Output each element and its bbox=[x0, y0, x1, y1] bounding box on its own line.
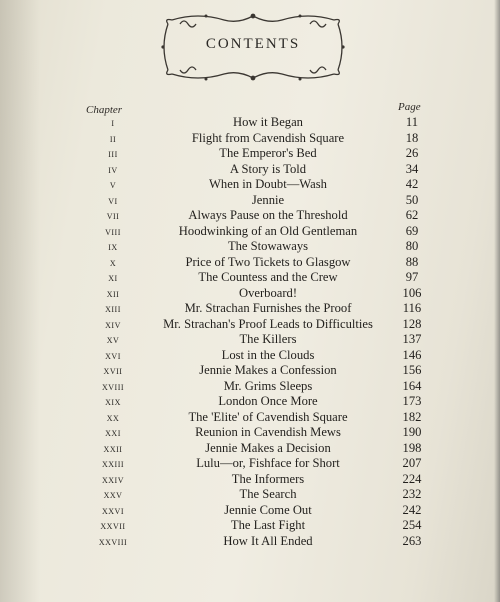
chapter-title: Reunion in Cavendish Mews bbox=[195, 425, 341, 439]
chapter-title: When in Doubt—Wash bbox=[209, 177, 327, 191]
chapter-title: How It All Ended bbox=[223, 533, 313, 548]
chapter-row bbox=[78, 472, 458, 488]
chapter-title: Price of Two Tickets to Glasgow bbox=[185, 254, 351, 269]
chapter-row bbox=[78, 177, 458, 193]
chapter-title: The Killers bbox=[239, 332, 297, 346]
chapter-number: VII bbox=[106, 212, 120, 221]
chapter-row bbox=[78, 410, 458, 426]
chapter-page-number: 224 bbox=[402, 471, 422, 486]
chapter-title: The Stowaways bbox=[227, 239, 309, 253]
page-column-header: Page bbox=[398, 101, 421, 113]
chapter-number: XV bbox=[106, 336, 120, 345]
chapter-title: Overboard! bbox=[238, 285, 298, 300]
chapter-page-number: 106 bbox=[402, 285, 422, 300]
chapter-page-number: 156 bbox=[402, 363, 422, 377]
chapter-row bbox=[78, 255, 458, 271]
chapter-row bbox=[78, 131, 458, 147]
chapter-number: XXIII bbox=[101, 460, 125, 469]
chapter-row bbox=[78, 518, 458, 534]
chapter-row bbox=[78, 146, 458, 162]
chapter-title: How it Began bbox=[233, 115, 303, 129]
chapter-page-number: 62 bbox=[405, 208, 419, 222]
chapter-column-header: Chapter bbox=[86, 104, 123, 116]
chapter-number: IV bbox=[108, 165, 118, 175]
chapter-page-number: 232 bbox=[402, 487, 422, 501]
chapter-page-number: 42 bbox=[405, 177, 419, 191]
chapter-page-number: 190 bbox=[402, 425, 422, 439]
chapter-number: XIX bbox=[105, 398, 121, 407]
chapter-row bbox=[78, 224, 458, 240]
chapter-page-number: 80 bbox=[405, 239, 419, 253]
chapter-row bbox=[78, 425, 458, 441]
chapter-row bbox=[78, 270, 458, 286]
chapter-number: XVII bbox=[103, 367, 123, 376]
chapter-title: Mr. Strachan Furnishes the Proof bbox=[184, 301, 352, 315]
chapter-number: XVI bbox=[105, 351, 121, 361]
chapter-title: The Search bbox=[239, 487, 297, 501]
table-of-contents bbox=[78, 115, 458, 549]
chapter-page-number: 26 bbox=[405, 146, 419, 160]
chapter-number: VI bbox=[108, 196, 118, 206]
chapter-title: London Once More bbox=[218, 394, 318, 408]
chapter-page-number: 69 bbox=[405, 223, 419, 238]
chapter-number: XXII bbox=[103, 444, 123, 454]
chapter-number: III bbox=[108, 150, 118, 159]
chapter-row bbox=[78, 286, 458, 302]
chapter-title: Mr. Strachan's Proof Leads to Difficulties bbox=[163, 316, 373, 331]
chapter-title: Always Pause on the Threshold bbox=[188, 208, 348, 222]
chapter-number: XXVIII bbox=[98, 537, 128, 547]
chapter-page-number: 146 bbox=[402, 347, 422, 362]
contents-heading: CONTENTS bbox=[205, 36, 301, 52]
chapter-number: XXVII bbox=[100, 522, 126, 531]
chapter-title: The Countess and the Crew bbox=[198, 270, 338, 284]
page-edge-shadow bbox=[494, 0, 500, 602]
chapter-title: Lost in the Clouds bbox=[221, 347, 315, 362]
chapter-number: XVIII bbox=[101, 382, 125, 392]
chapter-title: The 'Elite' of Cavendish Square bbox=[188, 409, 348, 424]
chapter-row bbox=[78, 441, 458, 457]
chapter-number: I bbox=[111, 119, 115, 128]
chapter-page-number: 254 bbox=[402, 518, 422, 532]
chapter-page-number: 116 bbox=[402, 301, 422, 315]
chapter-row bbox=[78, 456, 458, 472]
chapter-row bbox=[78, 534, 458, 550]
chapter-row bbox=[78, 317, 458, 333]
chapter-page-number: 18 bbox=[405, 130, 419, 145]
chapter-row bbox=[78, 193, 458, 209]
chapter-number: X bbox=[109, 258, 117, 268]
chapter-title: The Informers bbox=[231, 471, 305, 486]
chapter-title: Flight from Cavendish Square bbox=[191, 130, 345, 145]
chapter-row bbox=[78, 379, 458, 395]
contents-ornamental-frame bbox=[158, 10, 348, 84]
chapter-number: XII bbox=[106, 289, 120, 299]
chapter-row bbox=[78, 208, 458, 224]
chapter-number: VIII bbox=[105, 227, 121, 237]
chapter-page-number: 128 bbox=[402, 316, 422, 331]
chapter-page-number: 11 bbox=[405, 115, 419, 129]
chapter-title: Lulu—or, Fishface for Short bbox=[196, 456, 340, 470]
chapter-title: The Emperor's Bed bbox=[219, 146, 317, 160]
chapter-row bbox=[78, 239, 458, 255]
chapter-number: XX bbox=[106, 413, 120, 423]
chapter-title: Mr. Grims Sleeps bbox=[223, 378, 313, 393]
chapter-page-number: 173 bbox=[402, 394, 422, 408]
chapter-row bbox=[78, 348, 458, 364]
chapter-row bbox=[78, 503, 458, 519]
chapter-page-number: 50 bbox=[405, 192, 419, 207]
chapter-page-number: 164 bbox=[402, 378, 422, 393]
chapter-title: Jennie bbox=[251, 192, 285, 207]
chapter-row bbox=[78, 162, 458, 178]
chapter-number: V bbox=[109, 181, 117, 190]
chapter-page-number: 207 bbox=[402, 456, 422, 470]
spine-shadow bbox=[0, 0, 40, 602]
chapter-number: II bbox=[109, 134, 117, 144]
chapter-number: XIII bbox=[105, 305, 121, 314]
chapter-row bbox=[78, 394, 458, 410]
chapter-number: XXV bbox=[103, 491, 123, 500]
chapter-page-number: 88 bbox=[405, 254, 419, 269]
chapter-title: A Story is Told bbox=[229, 161, 307, 176]
chapter-number: XXI bbox=[105, 429, 121, 438]
chapter-page-number: 34 bbox=[405, 161, 419, 176]
chapter-number: XXVI bbox=[102, 506, 124, 516]
chapter-number: IX bbox=[108, 243, 118, 252]
chapter-page-number: 198 bbox=[402, 440, 422, 455]
chapter-number: XIV bbox=[105, 320, 121, 330]
chapter-page-number: 182 bbox=[402, 409, 422, 424]
chapter-title: Jennie Come Out bbox=[224, 502, 312, 517]
chapter-row bbox=[78, 487, 458, 503]
chapter-number: XXIV bbox=[102, 475, 124, 485]
chapter-page-number: 242 bbox=[402, 502, 422, 517]
chapter-row bbox=[78, 332, 458, 348]
chapter-number: XI bbox=[108, 274, 118, 283]
chapter-row bbox=[78, 301, 458, 317]
chapter-title: Jennie Makes a Confession bbox=[199, 363, 337, 377]
chapter-title: The Last Fight bbox=[230, 518, 306, 532]
chapter-page-number: 263 bbox=[402, 533, 422, 548]
chapter-row bbox=[78, 115, 458, 131]
chapter-page-number: 137 bbox=[402, 332, 422, 346]
chapter-title: Jennie Makes a Decision bbox=[205, 440, 331, 455]
chapter-title: Hoodwinking of an Old Gentleman bbox=[178, 223, 358, 238]
chapter-page-number: 97 bbox=[405, 270, 419, 284]
chapter-row bbox=[78, 363, 458, 379]
